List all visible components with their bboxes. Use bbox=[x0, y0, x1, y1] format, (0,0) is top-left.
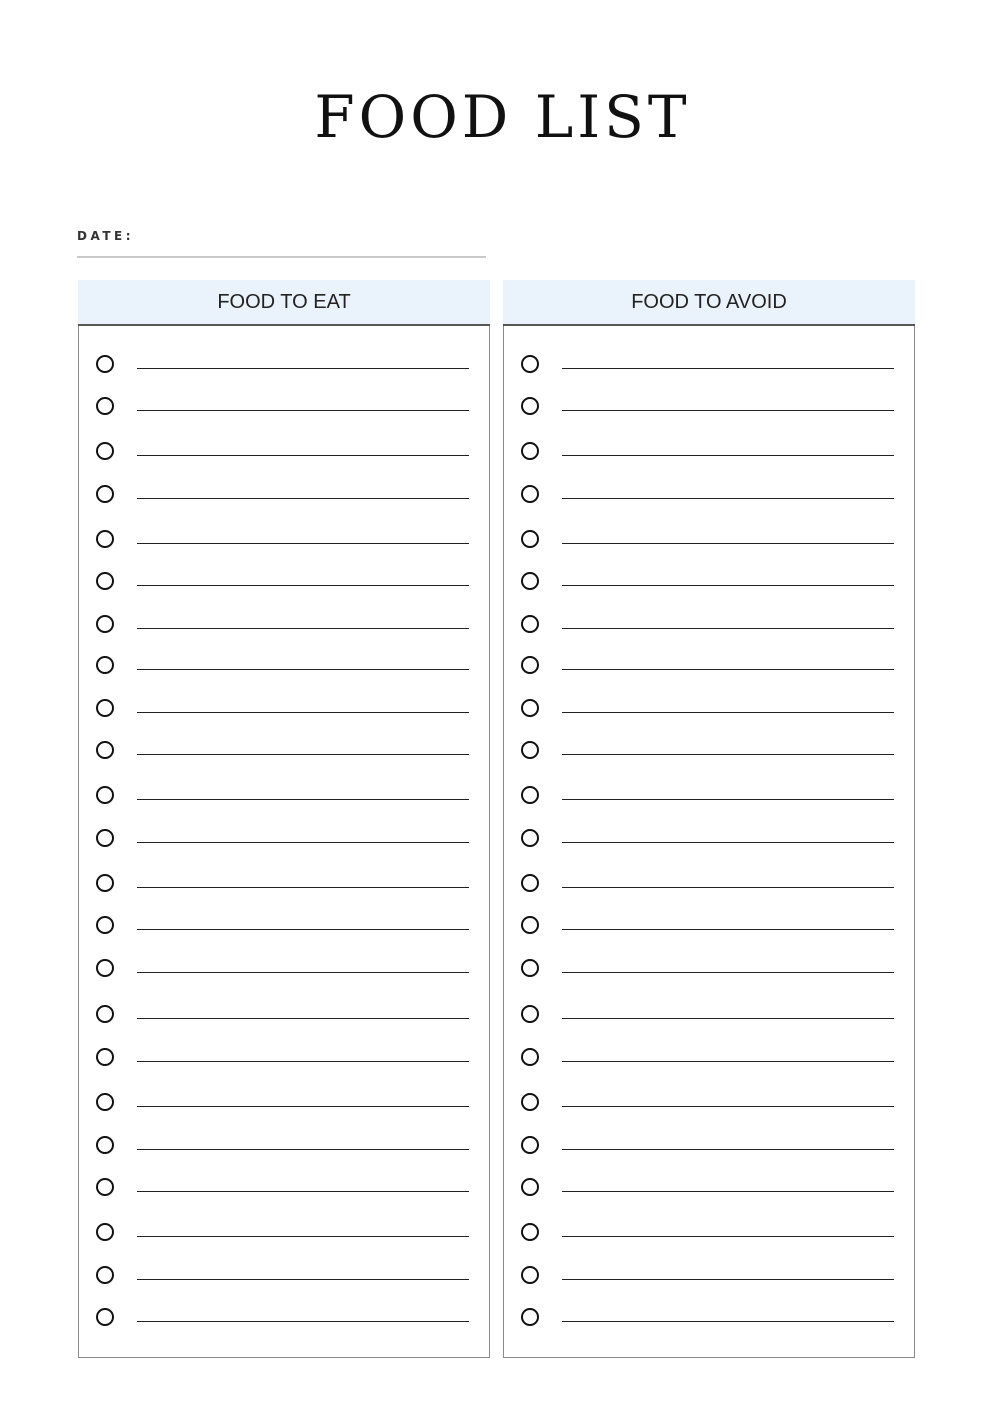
list-item bbox=[79, 572, 489, 596]
checkbox-circle[interactable] bbox=[96, 397, 114, 415]
checkbox-circle[interactable] bbox=[96, 916, 114, 934]
list-item bbox=[79, 916, 489, 940]
list-item bbox=[504, 1178, 914, 1202]
write-in-line[interactable] bbox=[137, 368, 469, 369]
list-item bbox=[79, 442, 489, 466]
checkbox-circle[interactable] bbox=[521, 916, 539, 934]
list-item bbox=[504, 959, 914, 983]
list-item bbox=[504, 1308, 914, 1332]
checkbox-circle[interactable] bbox=[521, 442, 539, 460]
list-item bbox=[79, 741, 489, 765]
checkbox-circle[interactable] bbox=[96, 1308, 114, 1326]
checkbox-circle[interactable] bbox=[521, 1266, 539, 1284]
checkbox-circle[interactable] bbox=[96, 699, 114, 717]
food-to-eat-column bbox=[78, 280, 490, 1358]
checkbox-circle[interactable] bbox=[521, 355, 539, 373]
write-in-line[interactable] bbox=[137, 887, 469, 888]
list-item bbox=[79, 1093, 489, 1117]
checkbox-circle[interactable] bbox=[521, 1136, 539, 1154]
checkbox-circle[interactable] bbox=[96, 656, 114, 674]
list-item bbox=[79, 355, 489, 379]
list-item bbox=[79, 1266, 489, 1290]
write-in-line[interactable] bbox=[562, 1279, 894, 1280]
write-in-line[interactable] bbox=[137, 929, 469, 930]
checkbox-circle[interactable] bbox=[521, 485, 539, 503]
write-in-line[interactable] bbox=[562, 1321, 894, 1322]
write-in-line[interactable] bbox=[562, 799, 894, 800]
write-in-line[interactable] bbox=[137, 1149, 469, 1150]
list-item bbox=[79, 874, 489, 898]
list-item bbox=[79, 1178, 489, 1202]
checkbox-circle[interactable] bbox=[96, 874, 114, 892]
checkbox-circle[interactable] bbox=[521, 1223, 539, 1241]
list-item bbox=[504, 699, 914, 723]
checkbox-circle[interactable] bbox=[521, 1048, 539, 1066]
checkbox-circle[interactable] bbox=[96, 1266, 114, 1284]
list-item bbox=[504, 786, 914, 810]
food-to-avoid-header: FOOD TO AVOID bbox=[503, 280, 915, 326]
list-item bbox=[79, 485, 489, 509]
list-item bbox=[504, 615, 914, 639]
list-item bbox=[79, 829, 489, 853]
write-in-line[interactable] bbox=[137, 1106, 469, 1107]
food-to-avoid-column bbox=[503, 280, 915, 1358]
list-item bbox=[79, 959, 489, 983]
list-item bbox=[79, 1308, 489, 1332]
write-in-line[interactable] bbox=[137, 1061, 469, 1062]
list-item bbox=[504, 1266, 914, 1290]
write-in-line[interactable] bbox=[137, 799, 469, 800]
write-in-line[interactable] bbox=[562, 543, 894, 544]
page-title: FOOD LIST bbox=[314, 83, 691, 151]
write-in-line[interactable] bbox=[562, 628, 894, 629]
write-in-line[interactable] bbox=[562, 585, 894, 586]
checkbox-circle[interactable] bbox=[96, 615, 114, 633]
checkbox-circle[interactable] bbox=[521, 874, 539, 892]
list-item bbox=[79, 786, 489, 810]
write-in-line[interactable] bbox=[137, 455, 469, 456]
checkbox-circle[interactable] bbox=[521, 959, 539, 977]
write-in-line[interactable] bbox=[562, 1191, 894, 1192]
write-in-line[interactable] bbox=[562, 1061, 894, 1062]
checkbox-circle[interactable] bbox=[96, 741, 114, 759]
list-item bbox=[504, 1136, 914, 1160]
checkbox-circle[interactable] bbox=[521, 397, 539, 415]
list-item bbox=[504, 1223, 914, 1247]
checkbox-circle[interactable] bbox=[96, 1048, 114, 1066]
checkbox-circle[interactable] bbox=[521, 572, 539, 590]
checkbox-circle[interactable] bbox=[96, 1093, 114, 1111]
write-in-line[interactable] bbox=[137, 842, 469, 843]
list-item bbox=[504, 874, 914, 898]
write-in-line[interactable] bbox=[137, 754, 469, 755]
list-item bbox=[504, 572, 914, 596]
write-in-line[interactable] bbox=[562, 669, 894, 670]
write-in-line[interactable] bbox=[562, 712, 894, 713]
checkbox-circle[interactable] bbox=[96, 530, 114, 548]
write-in-line[interactable] bbox=[137, 1236, 469, 1237]
write-in-line[interactable] bbox=[137, 1279, 469, 1280]
write-in-line[interactable] bbox=[562, 455, 894, 456]
checkbox-circle[interactable] bbox=[96, 1223, 114, 1241]
checkbox-circle[interactable] bbox=[521, 1308, 539, 1326]
write-in-line[interactable] bbox=[562, 368, 894, 369]
write-in-line[interactable] bbox=[137, 628, 469, 629]
list-item bbox=[504, 829, 914, 853]
write-in-line[interactable] bbox=[562, 972, 894, 973]
list-item bbox=[79, 1048, 489, 1072]
write-in-line[interactable] bbox=[137, 1191, 469, 1192]
checkbox-circle[interactable] bbox=[96, 959, 114, 977]
write-in-line[interactable] bbox=[562, 498, 894, 499]
list-item bbox=[504, 355, 914, 379]
write-in-line[interactable] bbox=[137, 543, 469, 544]
list-item bbox=[504, 916, 914, 940]
checkbox-circle[interactable] bbox=[96, 829, 114, 847]
list-item bbox=[79, 1136, 489, 1160]
list-item bbox=[504, 485, 914, 509]
write-in-line[interactable] bbox=[137, 669, 469, 670]
write-in-line[interactable] bbox=[137, 1321, 469, 1322]
write-in-line[interactable] bbox=[562, 929, 894, 930]
checkbox-circle[interactable] bbox=[96, 572, 114, 590]
list-item bbox=[504, 442, 914, 466]
write-in-line[interactable] bbox=[562, 1106, 894, 1107]
write-in-line[interactable] bbox=[562, 1236, 894, 1237]
checkbox-circle[interactable] bbox=[96, 1005, 114, 1023]
list-item bbox=[79, 699, 489, 723]
write-in-line[interactable] bbox=[137, 712, 469, 713]
food-to-eat-header: FOOD TO EAT bbox=[78, 280, 490, 326]
write-in-line[interactable] bbox=[562, 754, 894, 755]
list-item bbox=[504, 1048, 914, 1072]
checkbox-circle[interactable] bbox=[96, 485, 114, 503]
list-item bbox=[79, 530, 489, 554]
write-in-line[interactable] bbox=[137, 585, 469, 586]
date-input-line[interactable] bbox=[77, 256, 486, 258]
write-in-line[interactable] bbox=[137, 410, 469, 411]
checkbox-circle[interactable] bbox=[96, 1178, 114, 1196]
list-item bbox=[504, 1093, 914, 1117]
checkbox-circle[interactable] bbox=[96, 1136, 114, 1154]
write-in-line[interactable] bbox=[562, 410, 894, 411]
checkbox-circle[interactable] bbox=[521, 1093, 539, 1111]
checkbox-circle[interactable] bbox=[521, 829, 539, 847]
date-label: DATE: bbox=[77, 229, 134, 243]
checkbox-circle[interactable] bbox=[521, 1005, 539, 1023]
checkbox-circle[interactable] bbox=[96, 355, 114, 373]
list-item bbox=[79, 656, 489, 680]
checkbox-circle[interactable] bbox=[96, 442, 114, 460]
write-in-line[interactable] bbox=[562, 887, 894, 888]
checkbox-circle[interactable] bbox=[521, 615, 539, 633]
write-in-line[interactable] bbox=[562, 842, 894, 843]
checkbox-circle[interactable] bbox=[521, 530, 539, 548]
checkbox-circle[interactable] bbox=[96, 786, 114, 804]
list-item bbox=[79, 615, 489, 639]
checkbox-circle[interactable] bbox=[521, 1178, 539, 1196]
write-in-line[interactable] bbox=[562, 1149, 894, 1150]
list-item bbox=[79, 397, 489, 421]
list-item bbox=[504, 1005, 914, 1029]
checkbox-circle[interactable] bbox=[521, 741, 539, 759]
checkbox-circle[interactable] bbox=[521, 786, 539, 804]
write-in-line[interactable] bbox=[137, 972, 469, 973]
list-item bbox=[504, 397, 914, 421]
checkbox-circle[interactable] bbox=[521, 699, 539, 717]
list-item bbox=[504, 741, 914, 765]
checkbox-circle[interactable] bbox=[521, 656, 539, 674]
write-in-line[interactable] bbox=[562, 1018, 894, 1019]
list-item bbox=[79, 1005, 489, 1029]
list-item bbox=[79, 1223, 489, 1247]
write-in-line[interactable] bbox=[137, 1018, 469, 1019]
list-item bbox=[504, 530, 914, 554]
list-item bbox=[504, 656, 914, 680]
write-in-line[interactable] bbox=[137, 498, 469, 499]
